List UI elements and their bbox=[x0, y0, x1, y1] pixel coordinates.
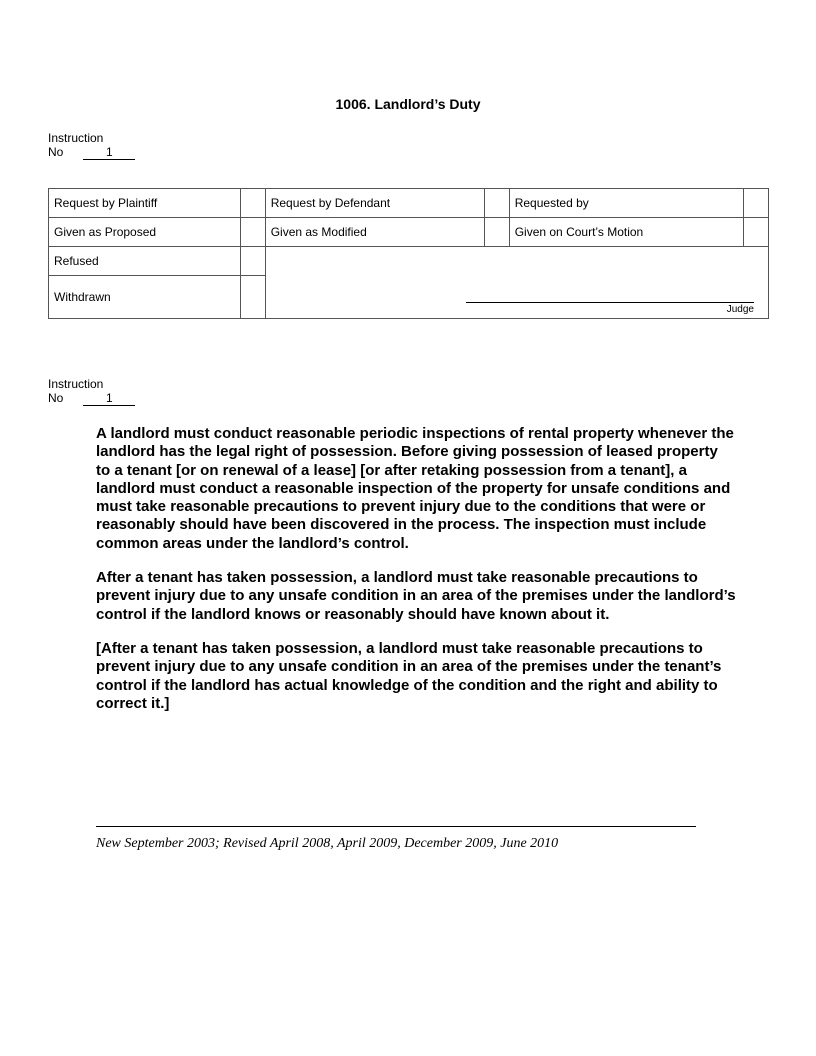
revision-history: New September 2003; Revised April 2008, April 2009, December 2009, June 2010 bbox=[96, 836, 559, 851]
given-on-courts-motion-box[interactable] bbox=[744, 218, 769, 247]
given-on-courts-motion-label: Given on Court’s Motion bbox=[509, 218, 743, 247]
withdrawn-box[interactable] bbox=[240, 276, 265, 319]
paragraph: [After a tenant has taken possession, a landlord must take reasonable precautions to prevent injury due to any unsafe condition in an area of the premises under the tenant’s control if the landlord has actual knowledge of the condition and the right and ability to correct it.] bbox=[96, 639, 722, 712]
paragraph: After a tenant has taken possession, a landlord must take reasonable precautions to prevent injury due to any unsafe condition in an area of the premises under the landlord’s control if the landlord knows or reasonably should have known about it. bbox=[96, 569, 736, 623]
request-by-defendant-box[interactable] bbox=[484, 189, 509, 218]
given-as-modified-box[interactable] bbox=[484, 218, 509, 247]
instruction-label: Instruction bbox=[48, 377, 104, 391]
page-title: 1006. Landlord’s Duty bbox=[335, 96, 481, 112]
instruction-label: Instruction bbox=[48, 131, 104, 145]
instruction-no-value: 1 bbox=[83, 392, 135, 406]
instruction-body bbox=[96, 425, 736, 729]
judge-signature-line bbox=[466, 302, 754, 303]
instruction-no-value: 1 bbox=[83, 146, 135, 160]
withdrawn-label: Withdrawn bbox=[49, 276, 241, 319]
request-by-plaintiff-label: Request by Plaintiff bbox=[49, 189, 241, 218]
request-by-plaintiff-box[interactable] bbox=[240, 189, 265, 218]
requested-by-box[interactable] bbox=[744, 189, 769, 218]
requested-by-label: Requested by bbox=[509, 189, 743, 218]
given-as-modified-label: Given as Modified bbox=[265, 218, 484, 247]
given-as-proposed-label: Given as Proposed bbox=[49, 218, 241, 247]
request-table bbox=[48, 188, 769, 319]
refused-box[interactable] bbox=[240, 247, 265, 276]
request-by-defendant-label: Request by Defendant bbox=[265, 189, 484, 218]
given-as-proposed-box[interactable] bbox=[240, 218, 265, 247]
judge-signature-area[interactable] bbox=[265, 247, 768, 319]
refused-label: Refused bbox=[49, 247, 241, 276]
instruction-number-bottom bbox=[48, 377, 135, 406]
judge-label: Judge bbox=[726, 304, 754, 315]
instruction-number-top bbox=[48, 131, 135, 160]
instruction-no-label: No bbox=[48, 391, 64, 405]
divider bbox=[96, 826, 696, 827]
instruction-no-label: No bbox=[48, 145, 64, 159]
paragraph: A landlord must conduct reasonable periodic inspections of rental property whenever the landlord has the legal right of possession. Before giving possession of leased property to a tenant [or on renewal of a lease] [or after retaking possession from a tenant], a landlord must conduct a reasonable inspection of the property for unsafe conditions and must take reasonable precautions to prevent injury due to the conditions that were or reasonably should have been discovered in the process. The inspection must include common areas under the landlord’s control. bbox=[96, 425, 734, 552]
